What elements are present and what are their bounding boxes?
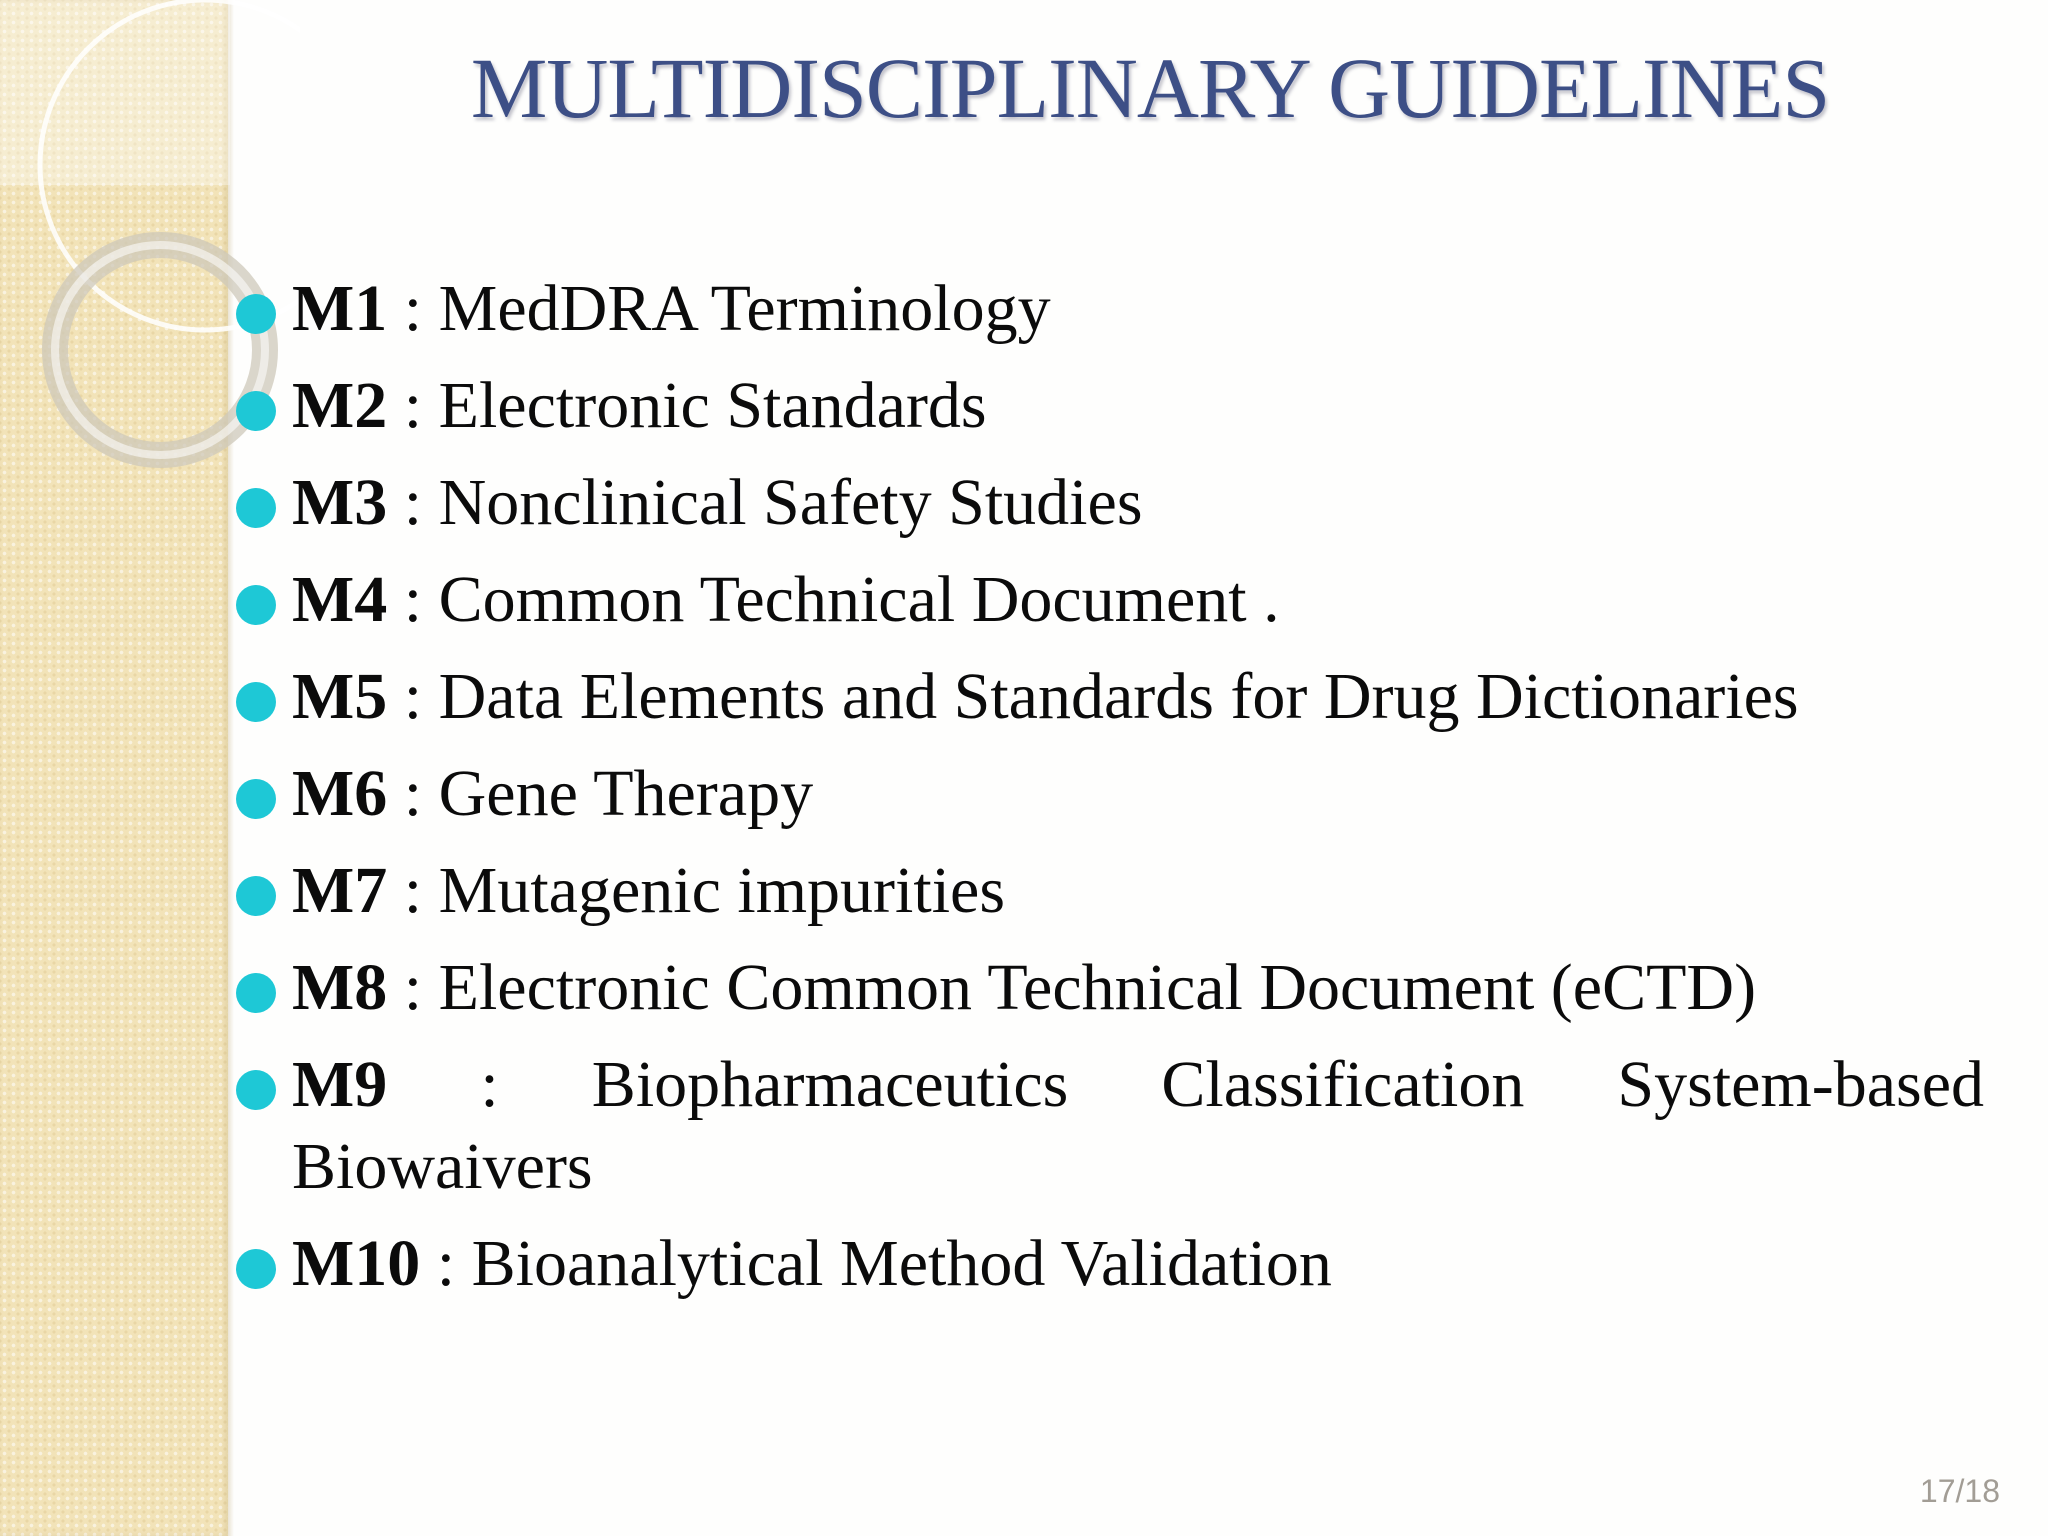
guideline-separator: : [387, 660, 439, 733]
guideline-separator: : [387, 951, 439, 1024]
bullet-icon [236, 1249, 276, 1289]
guideline-separator: : [387, 757, 439, 830]
guideline-code: M9 [292, 1048, 388, 1121]
list-item [234, 947, 1984, 1029]
bullet-icon [236, 391, 276, 431]
guideline-separator: : [387, 1048, 592, 1121]
page-number: 17/18 [1919, 1473, 2000, 1509]
guideline-code: M6 [292, 757, 388, 830]
guideline-code: M4 [292, 563, 388, 636]
bullet-icon [236, 488, 276, 528]
guideline-separator: : [387, 854, 439, 927]
bullet-icon [236, 779, 276, 819]
bullet-icon [236, 1070, 276, 1110]
guideline-code: M5 [292, 660, 388, 733]
bullet-icon [236, 973, 276, 1013]
side-panel-texture [0, 0, 228, 1536]
guideline-text: Electronic Common Technical Document (eCTD) [438, 951, 1757, 1024]
bullet-icon [236, 585, 276, 625]
list-item [234, 268, 1984, 350]
guideline-code: M7 [292, 854, 388, 927]
bullet-icon [236, 876, 276, 916]
guideline-text: Data Elements and Standards for Drug Dictionaries [438, 660, 1799, 733]
guideline-separator: : [387, 272, 439, 345]
guideline-separator: : [420, 1227, 472, 1300]
guideline-text: Nonclinical Safety Studies [438, 466, 1143, 539]
list-item [234, 656, 1984, 738]
guideline-code: M2 [292, 369, 388, 442]
guidelines-list [234, 268, 1984, 1320]
list-item [234, 1223, 1984, 1305]
guideline-code: M3 [292, 466, 388, 539]
guideline-text: MedDRA Terminology [438, 272, 1051, 345]
list-item [234, 559, 1984, 641]
guideline-separator: : [387, 369, 439, 442]
list-item [234, 753, 1984, 835]
list-item [234, 850, 1984, 932]
list-item [234, 1044, 1984, 1208]
slide-title: MULTIDISCIPLINARY GUIDELINES [470, 40, 1830, 136]
guideline-text: Electronic Standards [438, 369, 987, 442]
guideline-text: Common Technical Document . [438, 563, 1280, 636]
bullet-icon [236, 682, 276, 722]
guideline-separator: : [387, 563, 439, 636]
guideline-text: Gene Therapy [438, 757, 814, 830]
bullet-icon [236, 294, 276, 334]
guideline-text: Biopharmaceutics Classification System-based Biowaivers [292, 1048, 1984, 1203]
list-item [234, 365, 1984, 447]
list-item [234, 462, 1984, 544]
guideline-text: Mutagenic impurities [438, 854, 1006, 927]
guideline-code: M8 [292, 951, 388, 1024]
guideline-separator: : [387, 466, 439, 539]
guideline-code: M10 [292, 1227, 421, 1300]
guideline-text: Bioanalytical Method Validation [471, 1227, 1332, 1300]
guideline-code: M1 [292, 272, 388, 345]
